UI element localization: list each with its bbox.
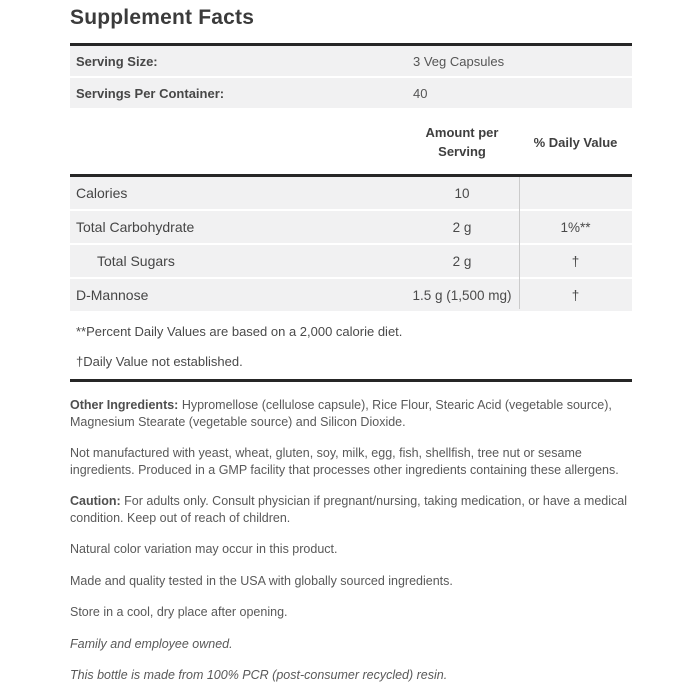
nutrition-table-body <box>70 177 632 311</box>
label-paragraphs <box>70 397 632 684</box>
serving-size-row <box>70 46 632 76</box>
nutrient-row-d-mannose <box>70 279 632 311</box>
nutrient-name: Calories <box>76 185 128 201</box>
color-variation-paragraph <box>70 541 632 558</box>
allergen-paragraph <box>70 445 632 478</box>
serving-info-table <box>70 43 632 108</box>
pcr-bottle-text: This bottle is made from 100% PCR (post-consumer recycled) resin. <box>70 668 448 682</box>
storage-text: Store in a cool, dry place after opening. <box>70 605 288 619</box>
nutrient-row-total-carbohydrate <box>70 211 632 243</box>
pcr-bottle-paragraph <box>70 667 632 684</box>
daily-value-header: % Daily Value <box>533 134 618 150</box>
page-title: Supplement Facts <box>70 6 255 29</box>
allergen-text: Not manufactured with yeast, wheat, gluten, soy, milk, egg, fish, shellfish, tree nut or sesame ingredients. Produced in a GMP facility that processes other ingredients containing these allergens. <box>70 446 619 477</box>
made-in-usa-paragraph <box>70 573 632 590</box>
amount-header-line2: Serving <box>438 144 486 159</box>
servings-per-container-label: Servings Per Container: <box>76 85 225 101</box>
other-ingredients-lead: Other Ingredients: <box>70 398 179 412</box>
nutrient-amount: 1.5 g (1,500 mg) <box>412 287 512 303</box>
servings-per-container-row <box>70 78 632 108</box>
table-footnotes <box>70 313 632 382</box>
amount-per-serving-header <box>405 123 519 161</box>
family-owned-text: Family and employee owned. <box>70 636 233 651</box>
daily-value-footnote: **Percent Daily Values are based on a 2,000 calorie diet. <box>76 324 403 339</box>
caution-paragraph <box>70 493 632 526</box>
nutrition-table-header <box>70 110 632 177</box>
serving-size-value: 3 Veg Capsules <box>413 53 505 69</box>
supplement-facts-label <box>70 0 632 684</box>
storage-paragraph <box>70 604 632 621</box>
nutrient-amount: 2 g <box>452 219 472 235</box>
nutrient-daily-value: † <box>571 287 580 303</box>
nutrient-daily-value: † <box>571 253 580 269</box>
caution-lead: Caution: <box>70 494 121 508</box>
made-in-usa-text: Made and quality tested in the USA with globally sourced ingredients. <box>70 573 453 588</box>
nutrient-name: D-Mannose <box>76 287 149 303</box>
amount-header-line1: Amount per <box>425 125 499 140</box>
nutrient-row-total-sugars <box>70 245 632 277</box>
serving-size-label: Serving Size: <box>76 53 158 69</box>
nutrition-table <box>70 110 632 382</box>
nutrient-amount: 2 g <box>452 253 472 269</box>
nutrient-row-calories <box>70 177 632 209</box>
servings-per-container-value: 40 <box>413 85 428 101</box>
nutrient-name: Total Carbohydrate <box>76 219 195 235</box>
other-ingredients-paragraph <box>70 397 632 430</box>
color-variation-text: Natural color variation may occur in this product. <box>70 542 338 556</box>
nutrient-daily-value: 1%** <box>560 219 591 235</box>
other-ingredients-text: Hypromellose (cellulose capsule), Rice Flour, Stearic Acid (vegetable source), Magnesium Stearate (vegetable source) and Silicon Dioxide. <box>70 398 612 429</box>
caution-text: For adults only. Consult physician if pregnant/nursing, taking medication, or have a medical condition. Keep out of reach of children. <box>70 494 627 525</box>
not-established-footnote: †Daily Value not established. <box>76 354 243 369</box>
nutrient-name: Total Sugars <box>97 253 175 269</box>
nutrient-daily-value <box>519 177 632 209</box>
nutrient-amount: 10 <box>454 185 470 201</box>
family-owned-paragraph <box>70 636 632 653</box>
